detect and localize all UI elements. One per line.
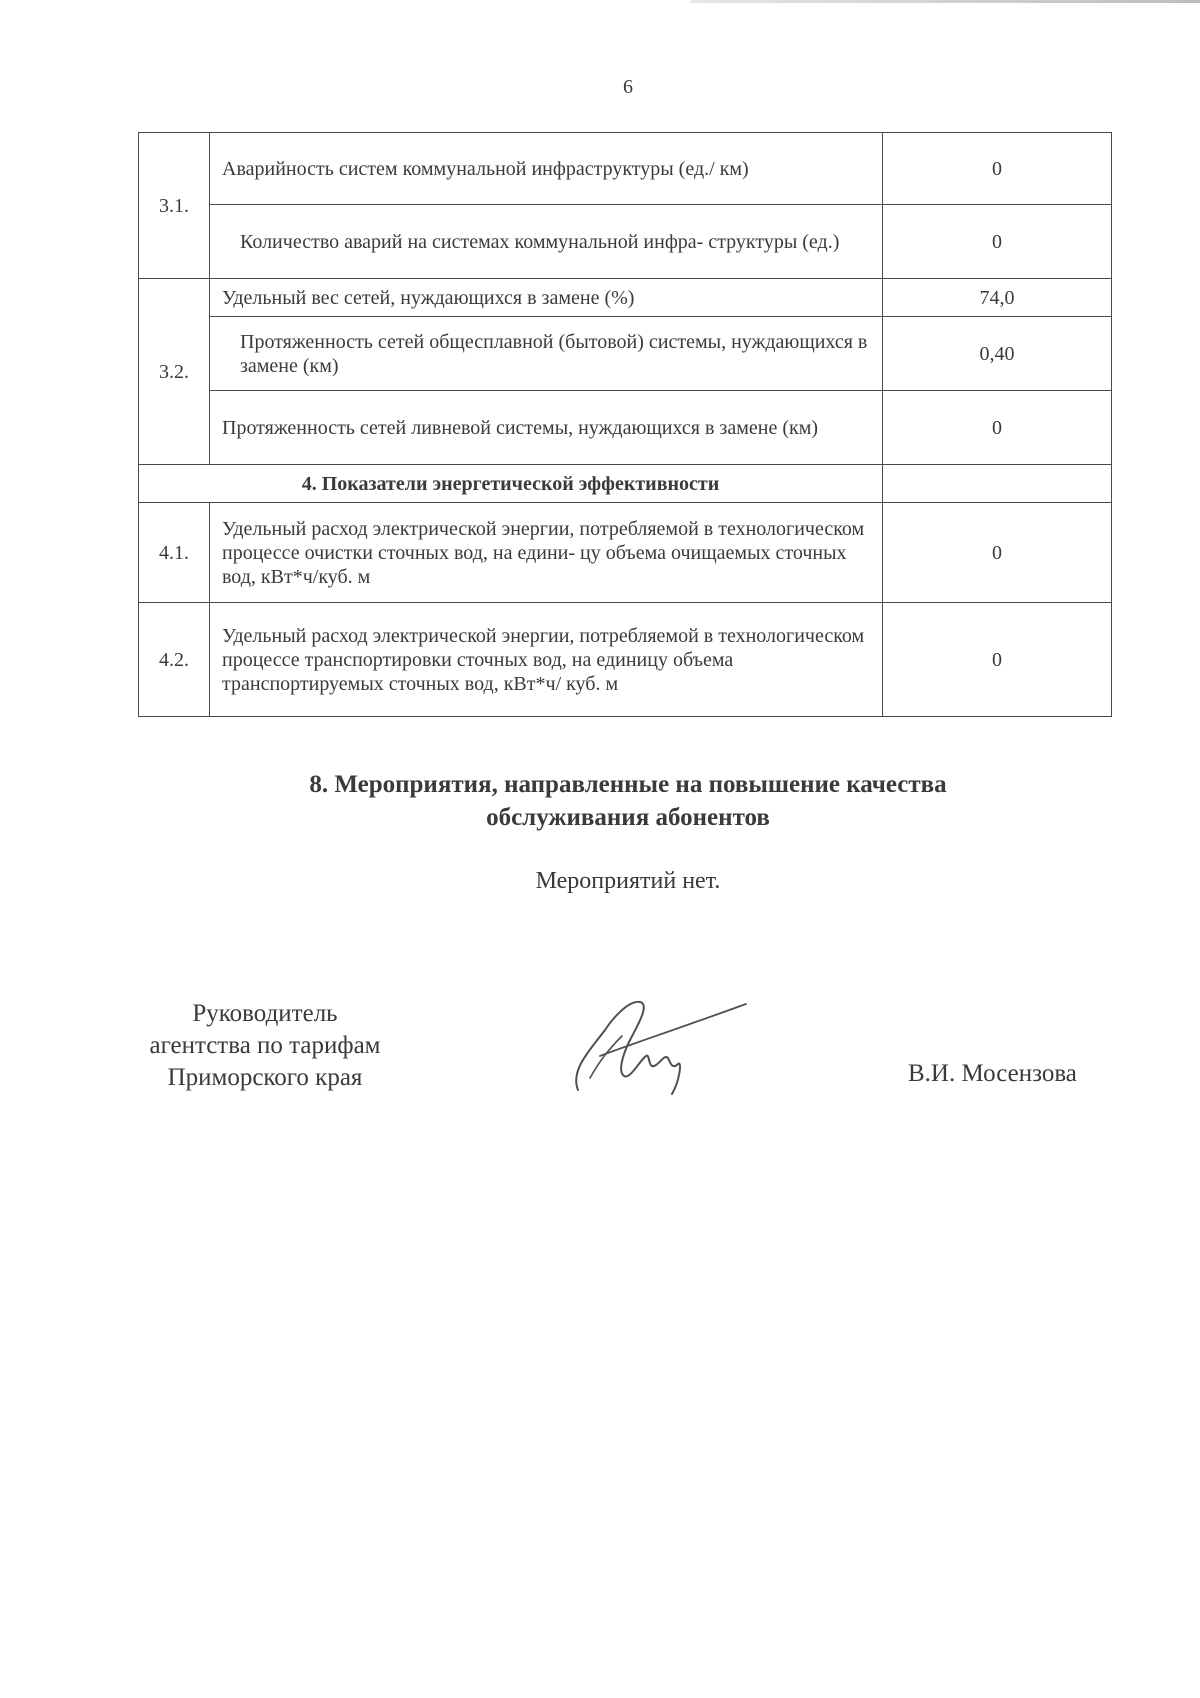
signatory-title — [130, 998, 400, 1094]
indicator-value: 0 — [883, 503, 1112, 603]
table-row — [139, 603, 1112, 717]
section-title: 4. Показатели энергетической эффективности — [139, 465, 883, 503]
scan-edge-artifact — [690, 0, 1200, 3]
indicator-value: 0 — [883, 391, 1112, 465]
section-8-heading-line2: обслуживания абонентов — [486, 804, 770, 831]
handwritten-signature-icon — [560, 990, 750, 1100]
table-row — [139, 279, 1112, 317]
indicator-value: 74,0 — [883, 279, 1112, 317]
section-8-heading-line1: 8. Мероприятия, направленные на повышение качества — [309, 771, 947, 798]
indicator-description: Удельный расход электрической энергии, потребляемой в технологическом процессе очистки сточных вод, на едини- цу объема очищаемых сточных вод, кВт*ч/куб. м — [210, 503, 883, 603]
signatory-line-2: агентства по тарифам — [149, 1032, 381, 1059]
table-row — [139, 205, 1112, 279]
indicator-description: Протяженность сетей ливневой системы, нуждающихся в замене (км) — [210, 391, 883, 465]
row-number: 4.1. — [139, 503, 210, 603]
indicator-value: 0 — [883, 603, 1112, 717]
table-section-row — [139, 465, 1112, 503]
indicator-description: Количество аварий на системах коммунальной инфра- структуры (ед.) — [210, 205, 883, 279]
indicator-value: 0,40 — [883, 317, 1112, 391]
indicator-description: Удельный расход электрической энергии, потребляемой в технологическом процессе транспортировки сточных вод, на единицу объема транспортируемых сточных вод, кВт*ч/ куб. м — [210, 603, 883, 717]
indicator-description: Протяженность сетей общесплавной (бытовой) системы, нуждающихся в замене (км) — [210, 317, 883, 391]
signatory-line-3: Приморского края — [167, 1064, 363, 1091]
section-empty-cell — [883, 465, 1112, 503]
indicator-value: 0 — [883, 205, 1112, 279]
section-8-heading — [0, 768, 1200, 834]
table-row — [139, 391, 1112, 465]
row-number: 4.2. — [139, 603, 210, 717]
row-number: 3.2. — [139, 279, 210, 465]
table-row — [139, 133, 1112, 205]
table-row — [139, 503, 1112, 603]
signatory-line-1: Руководитель — [192, 1000, 338, 1027]
signer-name: В.И. Мосензова — [908, 1060, 1077, 1087]
no-measures-text: Мероприятий нет. — [535, 868, 721, 894]
page-number: 6 — [623, 76, 633, 98]
indicator-value: 0 — [883, 133, 1112, 205]
row-number: 3.1. — [139, 133, 210, 279]
indicator-description: Удельный вес сетей, нуждающихся в замене (%) — [210, 279, 883, 317]
indicator-description: Аварийность систем коммунальной инфраструктуры (ед./ км) — [210, 133, 883, 205]
indicators-table — [138, 132, 1112, 717]
table-row — [139, 317, 1112, 391]
